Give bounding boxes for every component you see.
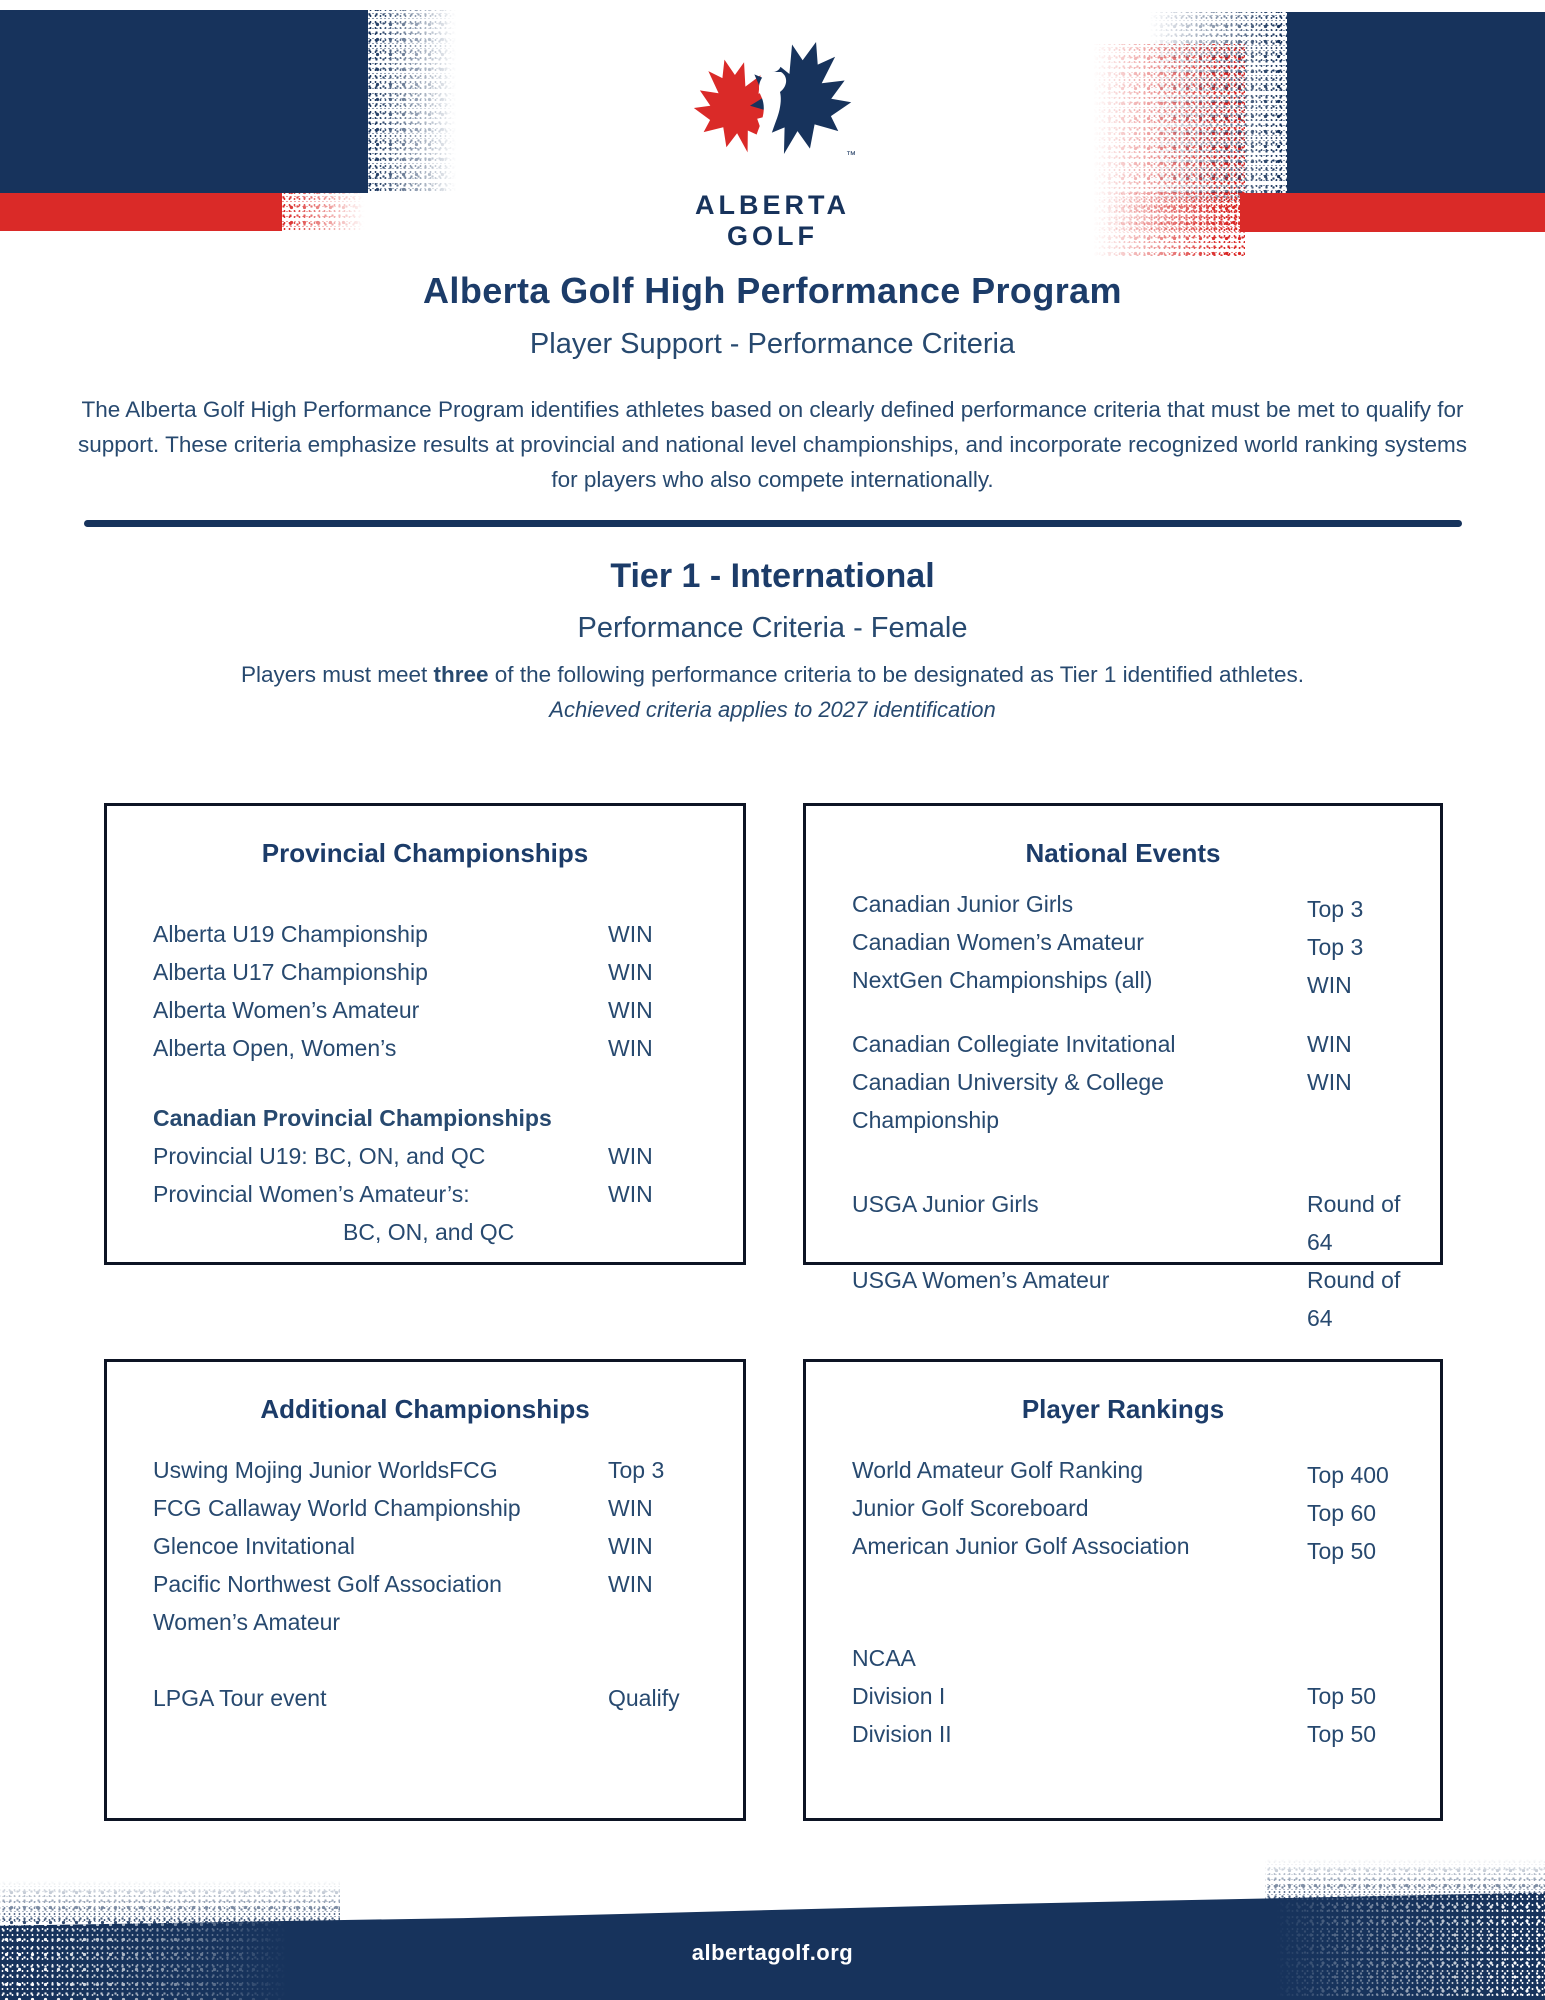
right-navy-band	[1287, 12, 1545, 201]
criteria-result: Top 3	[1307, 933, 1364, 960]
requirement-suffix: of the following performance criteria to be designated as Tier 1 identified athletes.	[488, 661, 1305, 687]
criteria-name: Pacific Northwest Golf Association	[153, 1570, 502, 1597]
criteria-name: NCAA	[852, 1644, 916, 1671]
criteria-result: WIN	[608, 1532, 653, 1559]
criteria-row	[852, 885, 1424, 923]
criteria-result: Round of 64	[1307, 1266, 1401, 1331]
criteria-result: WIN	[608, 1494, 653, 1521]
criteria-name: NextGen Championships (all)	[852, 966, 1153, 993]
criteria-row	[852, 1489, 1424, 1527]
criteria-row	[153, 1679, 727, 1717]
criteria-group	[806, 1025, 1440, 1139]
criteria-group	[806, 1185, 1440, 1337]
left-navy-band	[0, 10, 368, 193]
criteria-row	[153, 991, 727, 1029]
tier-requirement	[0, 662, 1545, 688]
page-subtitle: Player Support - Performance Criteria	[529, 328, 1016, 360]
criteria-row	[852, 1261, 1424, 1337]
criteria-row	[153, 1029, 727, 1067]
criteria-result: Top 60	[1307, 1499, 1377, 1526]
criteria-group	[107, 1679, 743, 1717]
criteria-name: USGA Women’s Amateur	[852, 1266, 1110, 1293]
criteria-name: Canadian Provincial Championships	[153, 1104, 552, 1131]
criteria-result: WIN	[608, 1142, 653, 1169]
criteria-result: Top 50	[1307, 1720, 1377, 1747]
criteria-row	[153, 953, 727, 991]
criteria-name: Division II	[852, 1720, 952, 1747]
requirement-prefix: Players must meet	[240, 661, 434, 687]
criteria-name: Division I	[852, 1682, 946, 1709]
right-red-stripe-grunge	[1092, 193, 1242, 232]
maple-leaves-golfer-icon	[680, 28, 866, 186]
criteria-name: Canadian Women’s Amateur	[852, 928, 1144, 955]
tier-subtitle: Performance Criteria - Female	[577, 611, 968, 644]
criteria-row	[852, 1639, 1424, 1677]
criteria-result: WIN	[608, 1570, 653, 1597]
criteria-name: Glencoe Invitational	[153, 1532, 356, 1559]
criteria-row	[852, 1185, 1424, 1261]
criteria-result: WIN	[608, 920, 653, 947]
criteria-row	[852, 961, 1424, 999]
criteria-box-additional-championships	[104, 1359, 746, 1821]
box-title: Additional Championships	[260, 1393, 590, 1424]
svg-text:™: ™	[845, 150, 856, 161]
section-divider	[84, 520, 1462, 527]
box-title: Provincial Championships	[261, 837, 589, 868]
criteria-row	[852, 1715, 1424, 1753]
brand-name-alberta: ALBERTA	[695, 190, 850, 220]
page-title: Alberta Golf High Performance Program	[423, 270, 1122, 311]
tier-title: Tier 1 - International	[610, 556, 935, 595]
criteria-name: Women’s Amateur	[153, 1608, 341, 1635]
golf-club	[743, 39, 766, 76]
criteria-result: Round of 64	[1307, 1190, 1401, 1255]
alberta-golf-logo	[680, 28, 866, 252]
criteria-row	[153, 1213, 727, 1251]
criteria-box-provincial-championships	[104, 803, 746, 1265]
criteria-name: Uswing Mojing Junior WorldsFCG	[153, 1456, 498, 1483]
criteria-name: Canadian University & College	[852, 1068, 1164, 1095]
criteria-result: WIN	[1307, 1030, 1352, 1057]
criteria-name: Alberta U19 Championship	[153, 920, 428, 947]
brand-name-golf: GOLF	[727, 220, 818, 251]
criteria-boxes	[104, 803, 1443, 1821]
criteria-row	[852, 1527, 1424, 1565]
criteria-result: WIN	[608, 996, 653, 1023]
criteria-group	[806, 1451, 1440, 1565]
criteria-name: FCG Callaway World Championship	[153, 1494, 521, 1521]
intro-paragraph: The Alberta Golf High Performance Program identifies athletes based on clearly defined performance criteria that must be met to qualify for support. These criteria emphasize results at provincial and national level championships, and incorporate recognized world ranking systems for players who also compete internationally.	[77, 397, 1468, 492]
criteria-result: WIN	[1307, 971, 1352, 998]
criteria-name: World Amateur Golf Ranking	[852, 1456, 1144, 1483]
criteria-row	[852, 923, 1424, 961]
footer-banner	[0, 1872, 1545, 2000]
criteria-name: Championship	[852, 1106, 1000, 1133]
criteria-name: Provincial Women’s Amateur’s:	[153, 1180, 470, 1207]
criteria-result: Top 50	[1307, 1682, 1377, 1709]
criteria-row	[852, 1101, 1424, 1139]
box-title: Player Rankings	[1021, 1393, 1225, 1424]
criteria-row	[852, 1451, 1424, 1489]
right-red-stripe	[1240, 193, 1545, 232]
criteria-row	[153, 1527, 727, 1565]
criteria-name: Alberta Open, Women’s	[153, 1034, 397, 1061]
criteria-result: WIN	[608, 1180, 653, 1207]
criteria-row	[153, 1137, 727, 1175]
criteria-box-national-events	[803, 803, 1443, 1331]
criteria-name: Provincial U19: BC, ON, and QC	[153, 1142, 486, 1169]
criteria-row	[153, 1451, 727, 1489]
website-url: albertagolf.org	[691, 1940, 854, 1965]
criteria-name: Canadian Collegiate Invitational	[852, 1030, 1176, 1057]
box-title: National Events	[1025, 837, 1221, 868]
criteria-row	[852, 1677, 1424, 1715]
criteria-row	[153, 915, 727, 953]
criteria-result: WIN	[608, 958, 653, 985]
criteria-group	[806, 1639, 1440, 1753]
criteria-group	[107, 1451, 743, 1641]
criteria-name: Canadian Junior Girls	[852, 890, 1074, 917]
criteria-name: Alberta Women’s Amateur	[153, 996, 420, 1023]
left-red-stripe	[0, 193, 282, 231]
criteria-row	[153, 1565, 727, 1603]
criteria-group	[107, 1099, 743, 1251]
criteria-name: Junior Golf Scoreboard	[852, 1494, 1089, 1521]
criteria-name: LPGA Tour event	[153, 1684, 327, 1711]
criteria-name: American Junior Golf Association	[852, 1532, 1190, 1559]
criteria-row	[852, 1025, 1424, 1063]
criteria-group	[806, 885, 1440, 999]
tier-note: Achieved criteria applies to 2027 identification	[549, 696, 996, 722]
requirement-count: three	[433, 661, 489, 687]
criteria-row	[153, 1099, 727, 1137]
criteria-row	[852, 1063, 1424, 1101]
criteria-name: BC, ON, and QC	[343, 1218, 515, 1245]
criteria-result: Top 3	[608, 1456, 665, 1483]
criteria-name: Alberta U17 Championship	[153, 958, 428, 985]
left-navy-band-grunge	[366, 10, 464, 193]
criteria-result: Top 3	[1307, 895, 1364, 922]
criteria-result	[608, 1213, 727, 1251]
criteria-result	[1307, 1101, 1424, 1139]
criteria-row	[153, 1489, 727, 1527]
criteria-result: WIN	[1307, 1068, 1352, 1095]
header-banner	[0, 0, 1545, 268]
criteria-result: Top 50	[1307, 1537, 1377, 1564]
criteria-result	[1307, 1639, 1424, 1677]
criteria-result	[608, 1099, 727, 1137]
criteria-result: WIN	[608, 1034, 653, 1061]
criteria-box-player-rankings	[803, 1359, 1443, 1821]
criteria-name: USGA Junior Girls	[852, 1190, 1039, 1217]
right-navy-band-grunge	[1137, 12, 1289, 201]
criteria-result: Qualify	[608, 1684, 680, 1711]
criteria-result: Top 400	[1307, 1461, 1389, 1488]
left-red-stripe-grunge	[280, 193, 372, 231]
criteria-row	[153, 1175, 727, 1213]
criteria-row	[153, 1603, 727, 1641]
criteria-group	[107, 915, 743, 1067]
criteria-result	[608, 1603, 727, 1641]
